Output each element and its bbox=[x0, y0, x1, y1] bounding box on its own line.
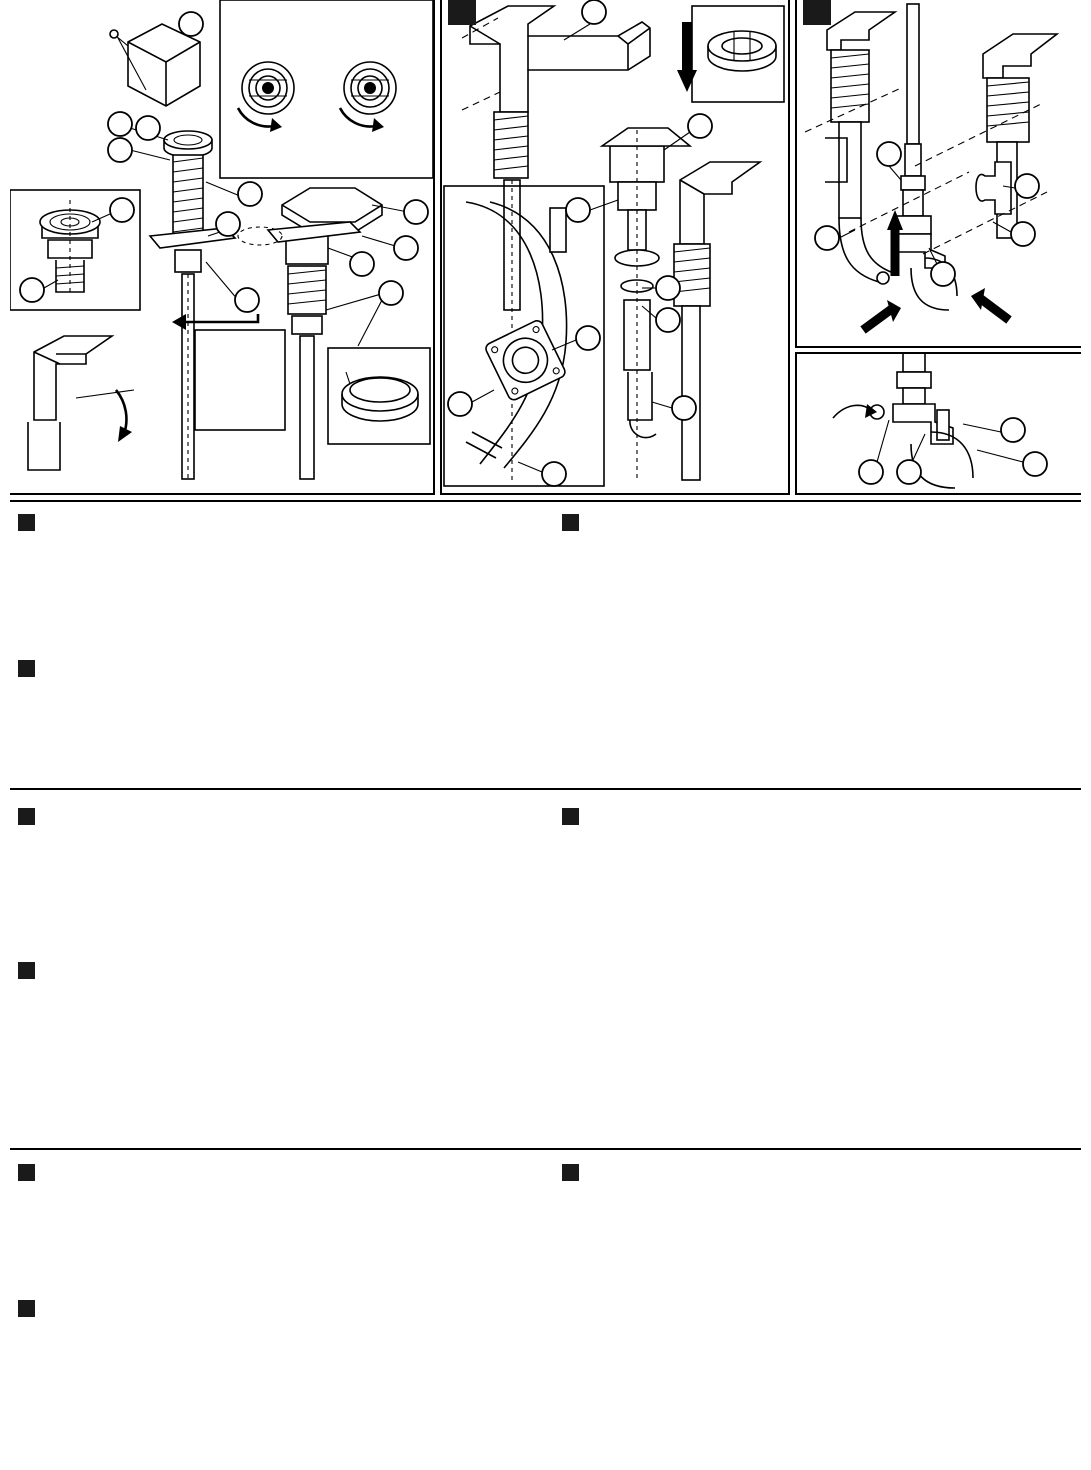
bullet-square bbox=[18, 1300, 35, 1317]
panel-2-exploded-view bbox=[440, 0, 790, 495]
illustration-band bbox=[0, 0, 1091, 500]
bullet-square bbox=[18, 1164, 35, 1181]
bullet-square bbox=[562, 808, 579, 825]
panel-1-exploded-view bbox=[10, 0, 435, 495]
bullet-square bbox=[18, 514, 35, 531]
panel-3-supply-connection bbox=[795, 0, 1081, 348]
panel-2-drawing bbox=[442, 0, 790, 493]
panel-1-drawing bbox=[10, 0, 433, 493]
bullet-square bbox=[562, 1164, 579, 1181]
step-marker-2 bbox=[448, 0, 476, 25]
bullet-square bbox=[562, 514, 579, 531]
divider-1 bbox=[10, 788, 1081, 790]
panel-4-connector-detail bbox=[795, 352, 1081, 495]
instruction-text-area bbox=[0, 500, 1091, 1470]
bullet-square bbox=[18, 808, 35, 825]
bullet-square bbox=[18, 660, 35, 677]
divider-top bbox=[10, 500, 1081, 502]
panel-4-drawing bbox=[797, 354, 1081, 495]
bullet-square bbox=[18, 962, 35, 979]
step-marker-3 bbox=[803, 0, 831, 25]
panel-3-drawing bbox=[797, 0, 1081, 346]
divider-2 bbox=[10, 1148, 1081, 1150]
